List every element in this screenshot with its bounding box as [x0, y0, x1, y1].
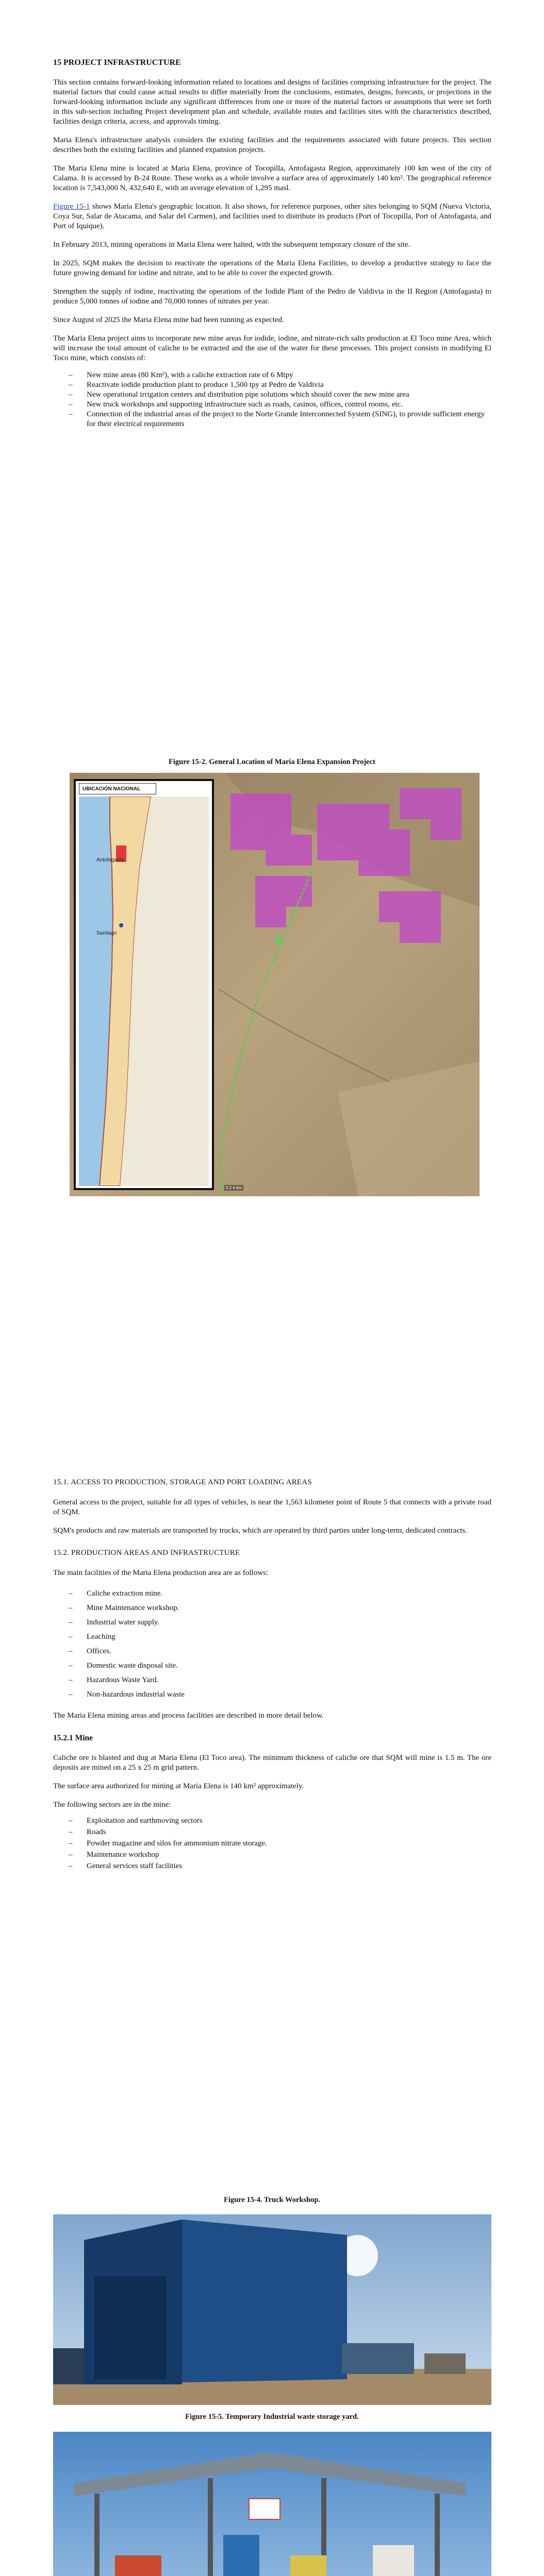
national-location-inset — [74, 779, 214, 1190]
mine-paragraph: The following sectors are in the mine: — [53, 1801, 171, 1809]
section-15-2-1-heading: 15.2.1 Mine — [53, 1734, 93, 1742]
section-15-1-heading: 15.1. ACCESS TO PRODUCTION, STORAGE AND PORT LOADING AREAS — [53, 1478, 312, 1486]
list-item: – General services staff facilities — [53, 1860, 491, 1872]
list-item: – Non-hazardous industrial waste — [53, 1687, 491, 1702]
figure-15-2-map — [70, 773, 480, 1196]
list-item: – Caliche extraction mine. — [53, 1586, 491, 1601]
list-item: – New operational irrigation centers and distribution pipe solutions which should cover the new mine area — [53, 390, 491, 400]
facilities-outro: The Maria Elena mining areas and process facilities are described in more detail below. — [53, 1711, 324, 1720]
list-item: – New truck workshops and supporting infrastructure such as roads, casinos, offices, control rooms, etc. — [53, 400, 491, 410]
list-item: – Leaching — [53, 1630, 491, 1644]
list-item: – Roads — [53, 1826, 491, 1838]
list-item: – Offices. — [53, 1644, 491, 1658]
scale-bar: 0 2 4 km — [224, 1185, 243, 1191]
access-paragraph: General access to the project, suitable for all types of vehicles, is near the 1,563 kilometer point of Route 5 that connects with a private road of SQM. — [53, 1498, 491, 1516]
intro-paragraph: The Maria Elena mine is located at Maria Elena, province of Tocopilla, Antofagasta Region, approximately 100 km west of the city of Calama. It is accessed by B-24 Route. These works as a whole involve a surface area of approximately 140 km². The geographical reference location is 7,543,000 N, 432,640 E, with an average elevation of 1,295 masl. — [53, 164, 491, 192]
history-paragraph: Since August of 2025 the Maria Elena mine had been running as expected. — [53, 316, 284, 324]
list-item: – Industrial water supply. — [53, 1615, 491, 1630]
list-item: – Connection of the industrial areas of the project to the Norte Grande Interconnected System (SING), to provide sufficient energy for their electrical requirements — [53, 410, 491, 429]
list-item: – New mine areas (80 Km²), with a caliche extraction rate of 6 Mtpy — [53, 370, 491, 380]
chile-outline — [79, 796, 209, 1186]
section-15-2-heading: 15.2. PRODUCTION AREAS AND INFRASTRUCTURE — [53, 1549, 240, 1557]
list-item: – Exploitation and earthmoving sectors — [53, 1815, 491, 1826]
waste-storage-yard-image — [53, 2432, 491, 2576]
sections-15-1-15-2 — [53, 1478, 491, 1872]
history-paragraph: In 2025, SQM makes the decision to reactivate the operations of the Maria Elena Facilities, to develop a productive strategy to face the future growing demand for iodine and nitrate, and to be able to cover the expected growth. — [53, 259, 491, 277]
list-item: – Reactivate iodide production plant to produce 1,500 tpy at Pedro de Valdivia — [53, 380, 491, 390]
mine-paragraph: The surface area authorized for mining at Maria Elena is 140 km² approximately. — [53, 1782, 304, 1790]
list-item: – Mine Maintenance workshop. — [53, 1601, 491, 1615]
list-item: – Domestic waste disposal site. — [53, 1658, 491, 1673]
intro-paragraph: Maria Elena's infrastructure analysis considers the existing facilities and the requirements associated with future projects. This section describes both the existing facilities and planned expansion projects. — [53, 136, 491, 154]
list-item: – Hazardous Waste Yard. — [53, 1673, 491, 1687]
location-paragraph — [53, 202, 491, 231]
list-item: – Maintenance workshop — [53, 1849, 491, 1860]
project-items-list — [53, 370, 491, 429]
location-text: shows Maria Elena's geographic location. It also shows, for reference purposes, other sites belonging to SQM (Nueva Victoria, Coya Sur, Salar de Atacama, and Salar del Carmen), and facilities used to distribute its products (Port of Tocopilla, Port of Antofagasta, and Port of Iquique). — [53, 202, 491, 230]
figure-15-5-caption: Figure 15-5. Temporary Industrial waste storage yard. — [185, 2413, 359, 2421]
truck-workshop-image — [53, 2214, 491, 2405]
figure-15-4-photo — [53, 2214, 491, 2405]
list-item: – Powder magazine and silos for ammonium nitrate storage. — [53, 1838, 491, 1849]
facilities-intro: The main facilities of the Maria Elena production area are as follows: — [53, 1569, 268, 1577]
map-label: Antofagasta — [96, 857, 124, 863]
history-paragraph: In February 2013, mining operations in Maria Elena were halted, with the subsequent temporary closure of the site. — [53, 241, 410, 249]
figure-15-2-caption: Figure 15-2. General Location of Maria Elena Expansion Project — [169, 758, 375, 766]
figure-15-5-photo — [53, 2432, 491, 2576]
access-paragraph: SQM's products and raw materials are transported by trucks, which are operated by third parties under long-term, dedicated contracts. — [53, 1527, 467, 1535]
inset-title: UBICACIÓN NACIONAL — [79, 783, 156, 794]
map-label: Santiago — [96, 930, 117, 936]
intro-paragraph: This section contains forward-looking information related to locations and designs of facilities comprising infrastructure for the project. The material factors that could cause actual results to differ materially from the conclusions, estimates, designs, forecasts, or projections in the forward-looking information include any significant differences from one or more of the material factors or assumptions that were set forth in this sub-section including Project development plan and schedule, available routes and facilities sites with the characteristics described, facilities design criteria, access, and approvals timing. — [53, 78, 491, 126]
figure-15-1-link[interactable]: Figure 15-1 — [53, 202, 90, 211]
figure-15-4-caption: Figure 15-4. Truck Workshop. — [223, 2196, 321, 2204]
section-15-intro — [53, 58, 491, 429]
mine-paragraph: Caliche ore is blasted and dug at Maria Elena (El Toco area). The minimum thickness of caliche ore that SQM will mine is 1.5 m. The ore deposits are mined on a 25 x 25 m grid pattern. — [53, 1754, 491, 1772]
facilities-list — [53, 1586, 491, 1702]
section-title: 15 PROJECT INFRASTRUCTURE — [53, 58, 181, 67]
history-paragraph: The Maria Elena project aims to incorporate new mine areas for iodide, iodine, and nitrate-rich salts production at El Toco mine Area, which will increase the total amount of caliche to be extracted and the use of the water for these processes. This project consists in modifying El Toco mine, which consists of: — [53, 334, 491, 362]
mine-sectors-list — [53, 1815, 491, 1872]
history-paragraph: Strengthen the supply of iodine, reactivating the operations of the Iodide Plant of the Pedro de Valdivia in the II Region (Antofagasta) to produce 5,000 tonnes of iodine and 70,000 tonnes of nitrates per year. — [53, 287, 491, 306]
